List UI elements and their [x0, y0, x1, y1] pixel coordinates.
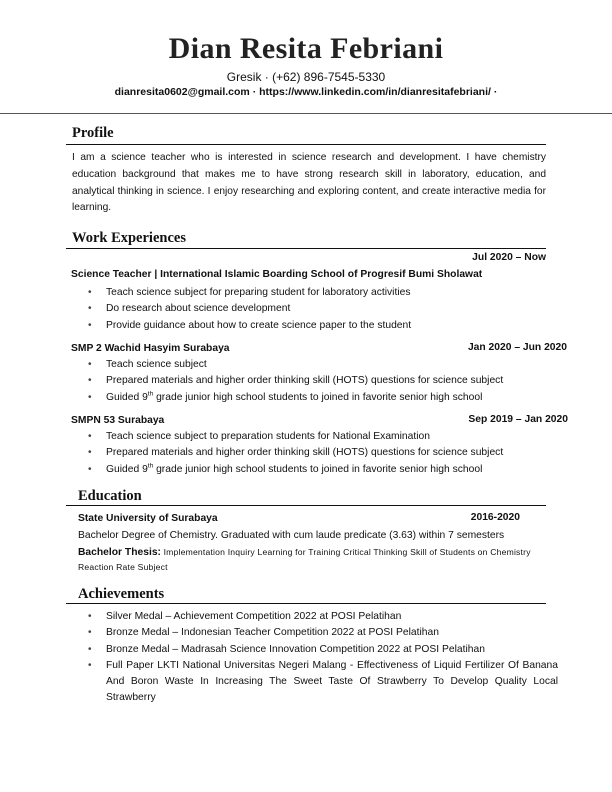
list-item: • Silver Medal – Achievement Competition 2022 at POSI Pelatihan	[72, 609, 558, 625]
profile-summary: I am a science teacher who is interested in science research and development. I have chemistry education background that makes me to have strong research skill in laboratory, education, and analytical thinking in science. I enjoy researching and exploring content, and create interactive media for learning.	[72, 152, 546, 214]
job-title: SMP 2 Wachid Hasyim Surabaya	[71, 343, 230, 354]
section-divider	[66, 144, 546, 145]
bullet-icon: •	[88, 287, 92, 298]
contact-line-1	[0, 70, 612, 85]
section-divider	[66, 505, 546, 506]
bullet-icon: •	[88, 375, 92, 387]
candidate-name: Dian Resita Febriani	[168, 32, 444, 65]
bullet-icon: •	[88, 627, 92, 639]
section-title-achievements: Achievements	[78, 586, 165, 602]
list-item: • Full Paper LKTI National Universitas Negeri Malang - Effectiveness of Liquid Fertilizer Of Banana And Boron Waste In Increasing The Sweet Taste Of Strawberry To Develop Quality Local Strawberry	[88, 659, 558, 704]
header-divider	[0, 113, 612, 114]
list-item: • Teach science subject to preparation students for National Examination	[72, 429, 503, 445]
degree-description: Bachelor Degree of Chemistry. Graduated with cum laude predicate (3.63) within 7 semesters	[78, 530, 505, 541]
section-title-education: Education	[78, 488, 142, 504]
list-item: • Provide guidance about how to create science paper to the student	[72, 318, 411, 334]
separator: ·	[490, 86, 498, 98]
job-date: Jan 2020 – Jun 2020	[467, 342, 567, 353]
thesis-label: Bachelor Thesis:	[78, 547, 161, 558]
list-item: • Bronze Medal – Indonesian Teacher Competition 2022 at POSI Pelatihan	[72, 625, 558, 641]
job-date: Sep 2019 – Jan 2020	[468, 414, 568, 425]
list-item: • Prepared materials and higher order thinking skill (HOTS) questions for science subject	[72, 445, 503, 461]
bullet-icon: •	[88, 431, 92, 442]
bullet-icon: •	[88, 611, 92, 622]
school-name: State University of Surabaya	[78, 513, 218, 524]
bullet-icon: •	[88, 447, 92, 459]
list-item: • Guided 9th grade junior high school students to joined in favorite senior high school	[72, 462, 503, 478]
bullet-icon: •	[88, 463, 92, 475]
section-divider	[66, 603, 546, 604]
list-item: • Bronze Medal – Madrasah Science Innovation Competition 2022 at POSI Pelatihan	[72, 642, 558, 658]
thesis-title: Implementation Inquiry Learning for Training Critical Thinking Skill of Students on Chemistry Reaction Rate Subject	[78, 547, 531, 572]
bullet-icon: •	[88, 359, 92, 370]
job-duties	[72, 357, 503, 406]
contact-line-2	[0, 85, 612, 100]
list-item: • Do research about science development	[72, 301, 411, 317]
job-date: Jul 2020 – Now	[472, 252, 546, 263]
education-years: 2016-2020	[470, 512, 520, 523]
job-duties	[72, 429, 503, 478]
list-item: • Prepared materials and higher order thinking skill (HOTS) questions for science subject	[72, 373, 503, 389]
section-title-work: Work Experiences	[72, 230, 186, 246]
bullet-icon: •	[88, 303, 92, 315]
separator: ·	[249, 86, 260, 98]
list-item: • Teach science subject	[72, 357, 503, 373]
phone[interactable]: (+62) 896-7545-5330	[272, 70, 386, 84]
achievements-list	[72, 609, 558, 707]
job-title: SMPN 53 Surabaya	[71, 415, 165, 426]
list-item: • Guided 9th grade junior high school students to joined in favorite senior high school	[72, 390, 503, 406]
thesis	[78, 545, 548, 575]
bullet-icon: •	[88, 391, 92, 403]
section-title-profile: Profile	[72, 125, 114, 141]
bullet-icon: •	[88, 643, 92, 655]
email-link[interactable]: dianresita0602@gmail.com	[114, 86, 250, 98]
job-duties	[72, 285, 411, 334]
location: Gresik	[226, 70, 262, 84]
bullet-icon: •	[88, 319, 92, 331]
list-item: • Teach science subject for preparing student for laboratory activities	[72, 285, 411, 301]
bullet-icon: •	[88, 659, 92, 671]
section-divider	[66, 248, 546, 249]
linkedin-link[interactable]: https://www.linkedin.com/in/dianresitafebriani/	[259, 86, 491, 98]
job-title: Science Teacher | International Islamic Boarding School of Progresif Bumi Sholawat	[71, 269, 483, 280]
separator: ·	[261, 70, 273, 84]
resume-header	[0, 30, 612, 100]
